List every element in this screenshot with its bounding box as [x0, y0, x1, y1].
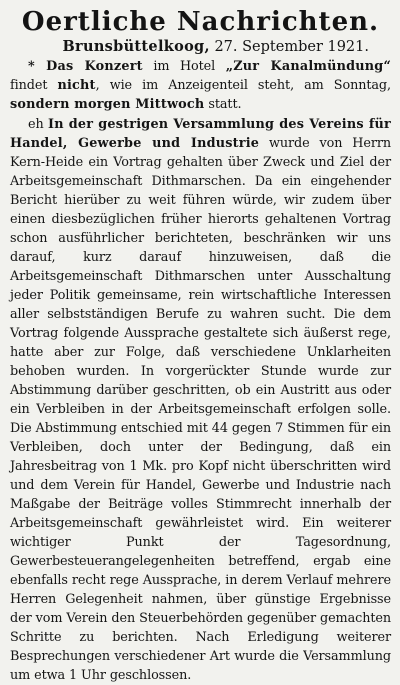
concert-notice	[10, 57, 391, 114]
emphasis-nicht: nicht	[57, 78, 96, 93]
dateline	[10, 38, 391, 56]
concert-notice-lead: * Das Konzert	[28, 59, 143, 74]
hotel-name: „Zur Kanalmündung“	[225, 59, 391, 74]
concert-notice-text-4: statt.	[204, 97, 242, 112]
meeting-report	[10, 115, 391, 685]
meeting-report-body: wurde von Herrn Kern-Heide ein Vortrag gehalten über Zweck und Ziel der Arbeitsgemeinschaft Dithmarschen. Da ein eingehender Bericht hierüber zu weit führen würde, wir zudem über einen diesbezüglichen früher hierorts gehaltenen Vortrag schon ausführlicher berichteten, beschränken wir uns darauf, kurz darauf hinzuweisen, daß die Arbeitsgemeinschaft Dithmarschen unter Ausschaltung jeder Politik gemeinsame, rein wirtschaftliche Interessen aller selbstständigen Berufe zu wahren sucht. Die dem Vortrag folgende Aussprache gestaltete sich äußerst rege, hatte aber zur Folge, daß verschiedene Unklarheiten behoben wurden. In vorgerückter Stunde wurde zur Abstimmung darüber geschritten, ob ein Austritt aus oder ein Verbleiben in der Arbeitsgemeinschaft erfolgen solle. Die Abstimmung entschied mit 44 gegen 7 Stimmen für ein Verbleiben, doch unter der Bedingung, daß ein Jahresbeitrag von 1 Mk. pro Kopf nicht überschritten wird und dem Verein für Handel, Gewerbe und Industrie nach Maßgabe der Beiträge volles Stimmrecht innerhalb der Arbeitsgemeinschaft gewährleistet wird. Ein weiterer wichtiger Punkt der Tagesordnung, Gewerbesteuerangelegenheiten betreffend, ergab eine ebenfalls recht rege Aussprache, in derem Verlauf mehrere Herren Gelegenheit nahmen, über günstige Ergebnisse der vom Verein den Steuerbehörden gegenüber gemachten Schritte zu berichten. Nach Erledigung weiterer Besprechungen verschiedener Art wurde die Versammlung um etwa 1 Uhr geschlossen.	[10, 136, 391, 683]
headline: Oertliche Nachrichten.	[21, 7, 380, 37]
concert-notice-text-3: , wie im Anzeigenteil steht, am Sonntag,	[95, 78, 391, 93]
concert-notice-text-1: im Hotel	[142, 59, 226, 74]
emphasis-sondern: sondern morgen Mittwoch	[10, 97, 205, 112]
dateline-date: 27. September 1921.	[214, 39, 369, 55]
dateline-place: Brunsbüttelkoog,	[62, 38, 210, 55]
author-mark: eh	[28, 117, 44, 132]
concert-notice-text-2: findet	[10, 78, 58, 93]
meeting-report-title: In der gestrigen Versammlung des Vereins für Handel, Gewerbe und Industrie	[10, 117, 392, 151]
